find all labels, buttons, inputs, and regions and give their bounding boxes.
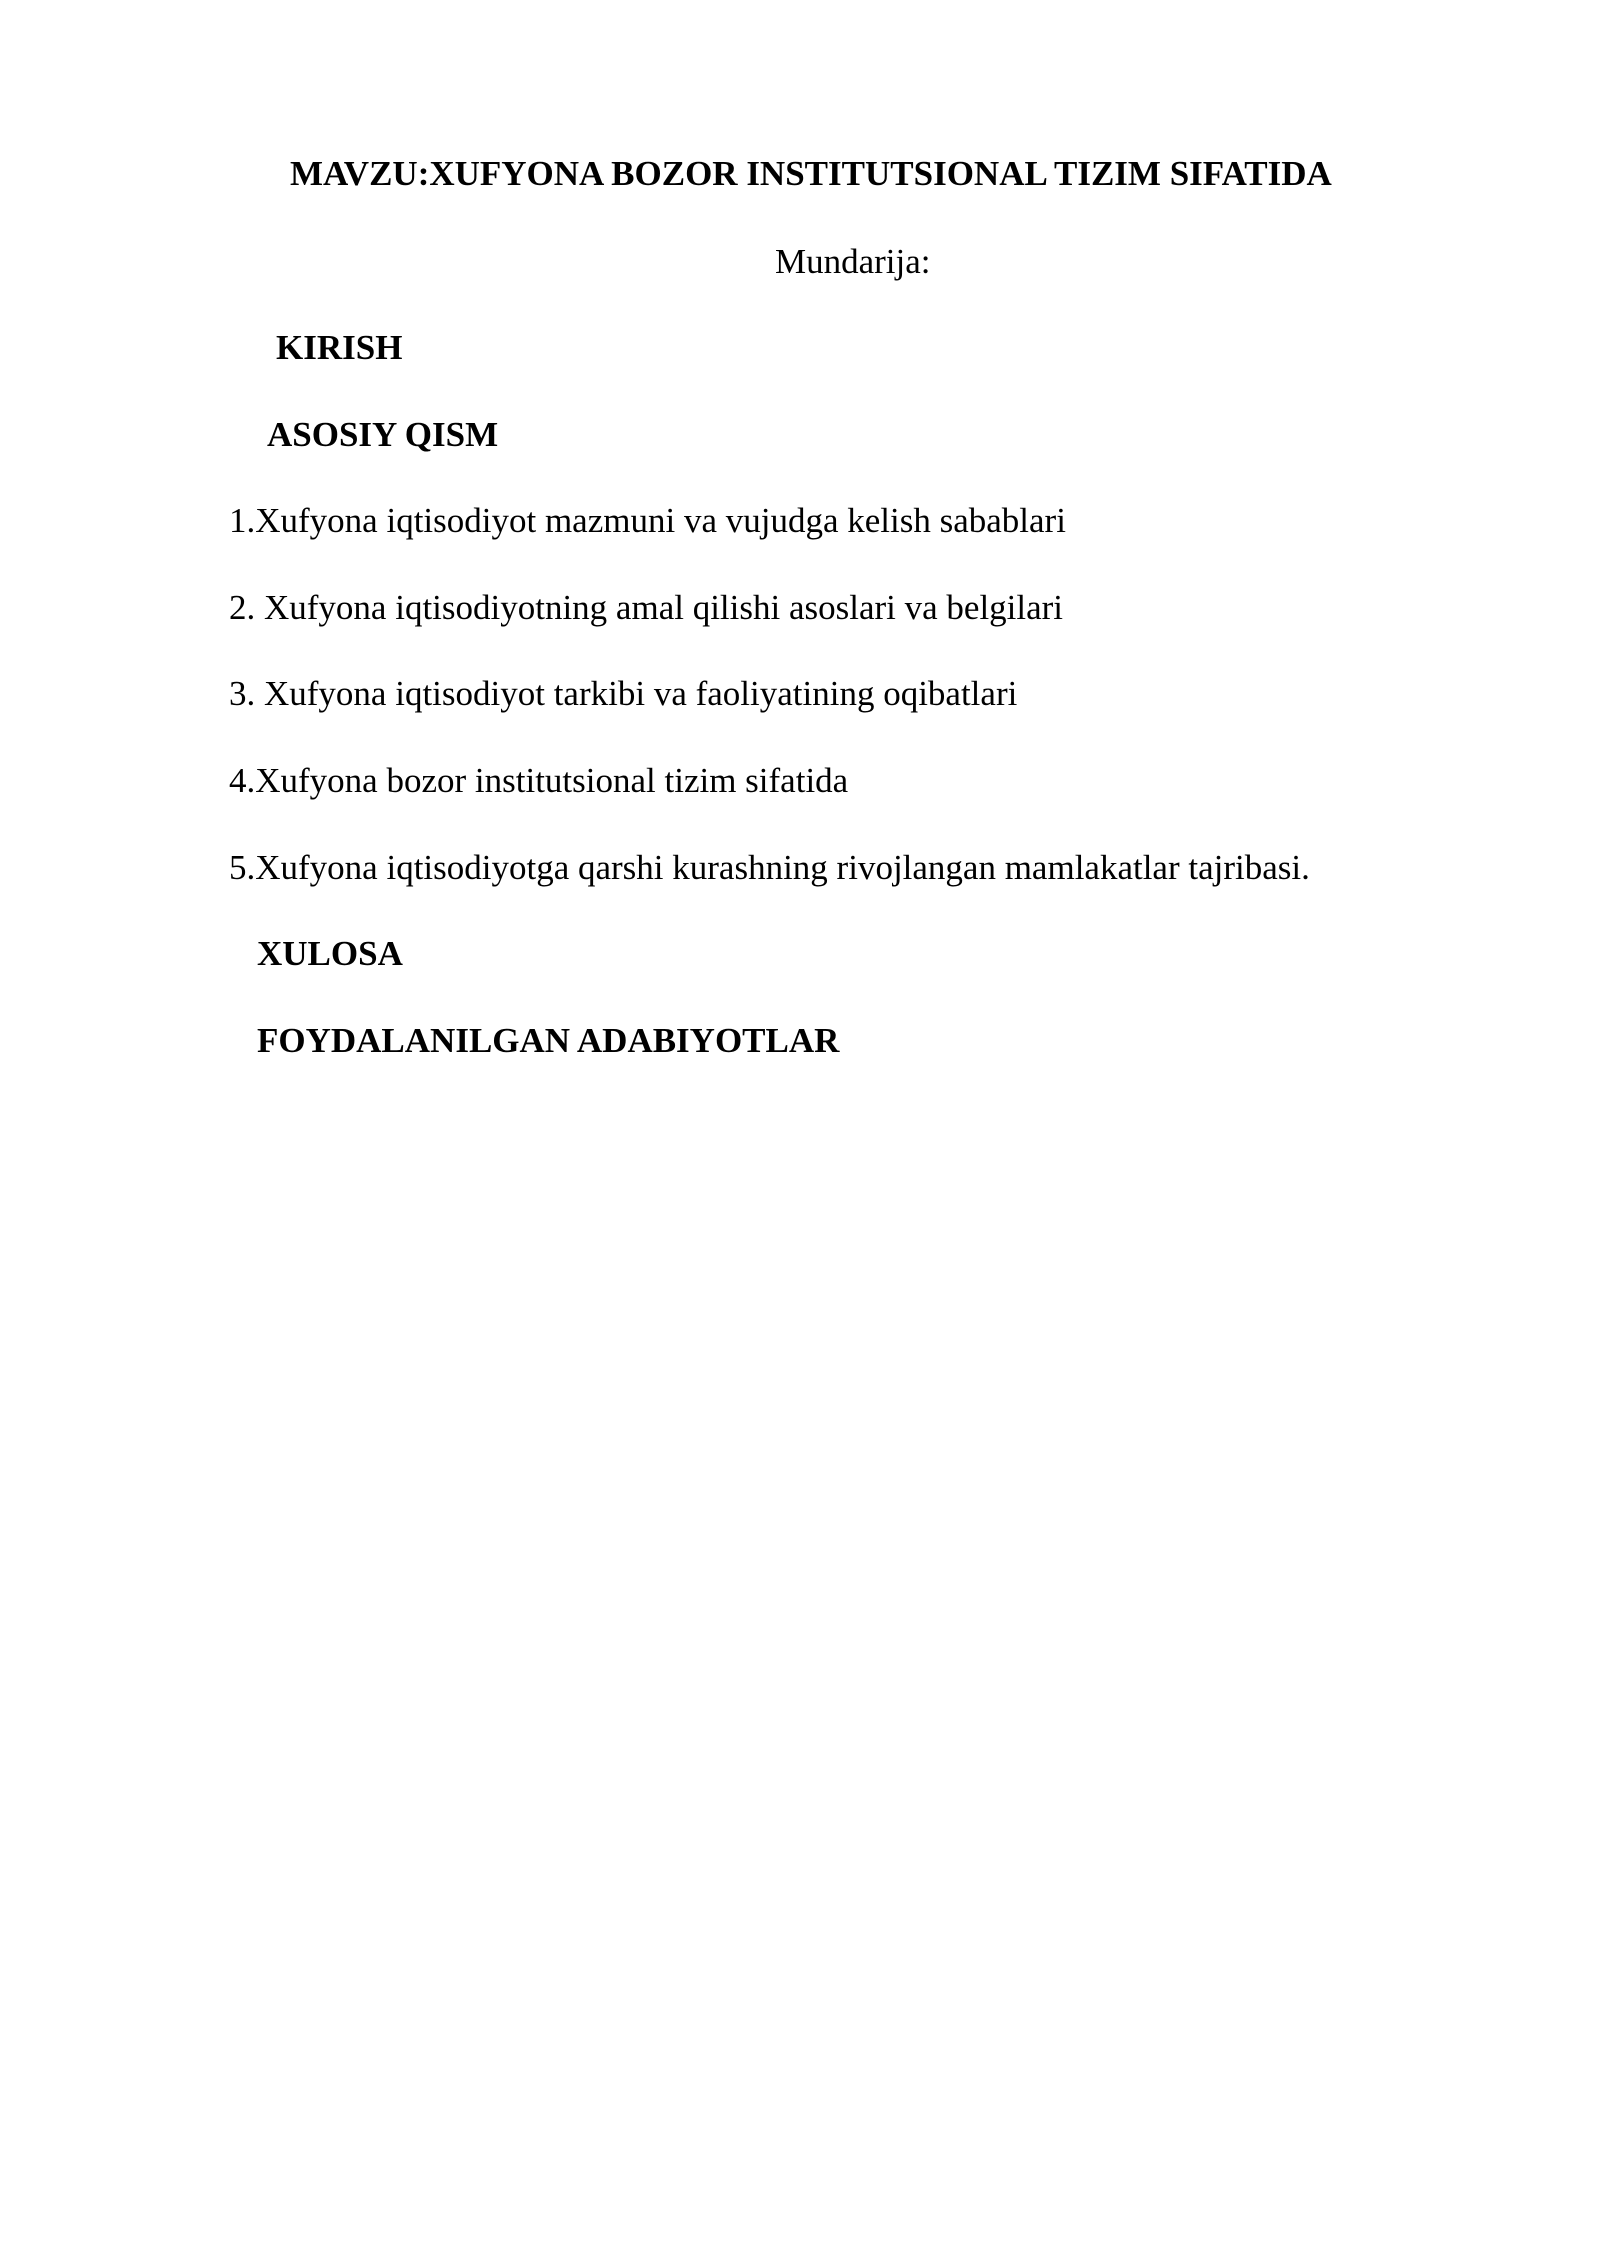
contents-item-1: 1.Xufyona iqtisodiyot mazmuni va vujudga kelish sabablari	[229, 501, 1066, 540]
contents-item-3: 3. Xufyona iqtisodiyot tarkibi va faoliyatining oqibatlari	[229, 674, 1018, 713]
contents-item-5: 5.Xufyona iqtisodiyotga qarshi kurashning rivojlangan mamlakatlar tajribasi.	[229, 848, 1310, 887]
contents-item-4: 4.Xufyona bozor institutsional tizim sifatida	[229, 761, 849, 800]
document-title: MAVZU:XUFYONA BOZOR INSTITUTSIONAL TIZIM SIFATIDA	[290, 154, 1332, 193]
contents-heading: Mundarija:	[775, 242, 931, 281]
contents-item-2: 2. Xufyona iqtisodiyotning amal qilishi asoslari va belgilari	[229, 588, 1064, 627]
section-main-part: ASOSIY QISM	[267, 415, 499, 454]
section-conclusion: XULOSA	[257, 934, 403, 973]
section-references: FOYDALANILGAN ADABIYOTLAR	[257, 1021, 840, 1060]
section-intro: KIRISH	[276, 328, 403, 367]
